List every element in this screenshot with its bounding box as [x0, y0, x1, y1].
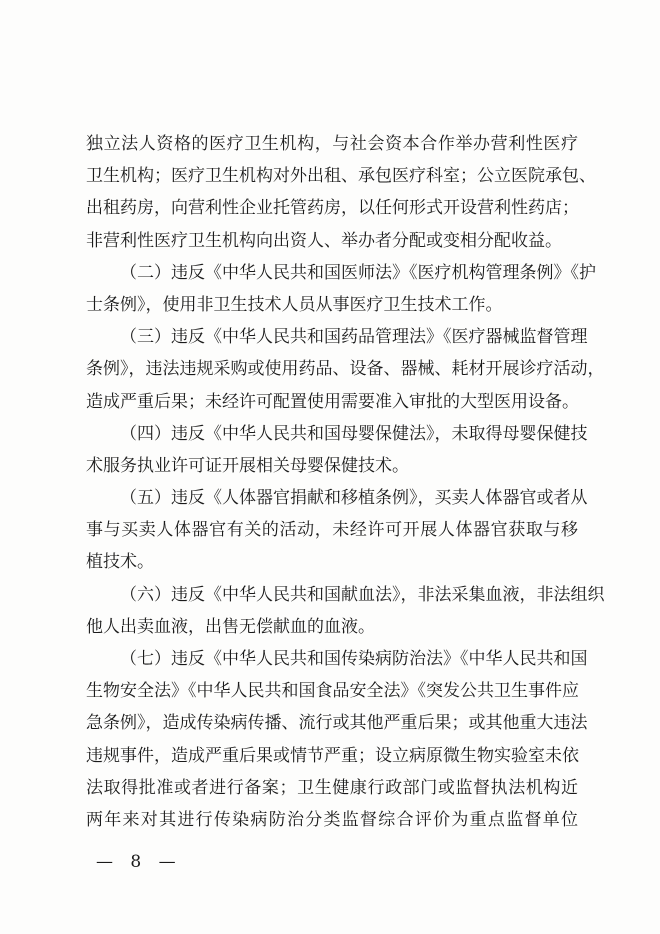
paragraph-first-line: （七）违反《中华人民共和国传染病防治法》《中华人民共和国	[120, 649, 588, 669]
text-line: 两年来对其进行传染病防治分类监督综合评价为重点监督单位	[86, 809, 578, 830]
paragraph-first-line: （五）违反《人体器官捐献和移植条例》，买卖人体器官或者从	[120, 488, 588, 509]
paragraph-first-line: （三）违反《中华人民共和国药品管理法》《医疗器械监督管理	[120, 327, 588, 348]
text-line: 条例》，违法违规采购或使用药品、设备、器械、耗材开展诊疗活动，	[86, 359, 605, 380]
text-line: 卫生机构；医疗卫生机构对外出租、承包医疗科室；公立医院承包、	[86, 166, 596, 187]
paragraph-first-line: （六）违反《中华人民共和国献血法》，非法采集血液，非法组织	[120, 584, 605, 605]
text-line: 急条例》，造成传染病传播、流行或其他严重后果；或其他重大违法	[86, 713, 588, 734]
body-text	[86, 128, 605, 836]
text-line: 法取得批准或者进行备案；卫生健康行政部门或监督执法机构近	[86, 777, 578, 798]
text-line: 出租药房，向营利性企业托管药房，以任何形式开设营利性药店；	[86, 198, 579, 219]
paragraph-first-line: （二）违反《中华人民共和国医师法》《医疗机构管理条例》《护	[120, 262, 596, 283]
text-line: 独立法人资格的医疗卫生机构，与社会资本合作举办营利性医疗	[86, 134, 578, 154]
text-line: 他人出卖血液，出售无偿献血的血液。	[86, 616, 375, 637]
page-number: — 8 —	[96, 852, 182, 872]
text-line: 造成严重后果；未经许可配置使用需要准入审批的大型医用设备。	[86, 391, 579, 412]
text-line: 事与买卖人体器官有关的活动，未经许可开展人体器官获取与移	[86, 520, 578, 541]
paragraph-first-line: （四）违反《中华人民共和国母婴保健法》，未取得母婴保健技	[120, 423, 588, 444]
text-line: 术服务执业许可证开展相关母婴保健技术。	[86, 455, 409, 476]
text-line: 违规事件，造成严重后果或情节严重；设立病原微生物实验室未依	[86, 745, 579, 766]
text-line: 士条例》，使用非卫生技术人员从事医疗卫生技术工作。	[86, 294, 503, 315]
text-line: 植技术。	[86, 552, 154, 573]
text-line: 非营利性医疗卫生机构向出资人、举办者分配或变相分配收益。	[86, 230, 562, 251]
text-line: 生物安全法》《中华人民共和国食品安全法》《突发公共卫生事件应	[86, 681, 579, 702]
